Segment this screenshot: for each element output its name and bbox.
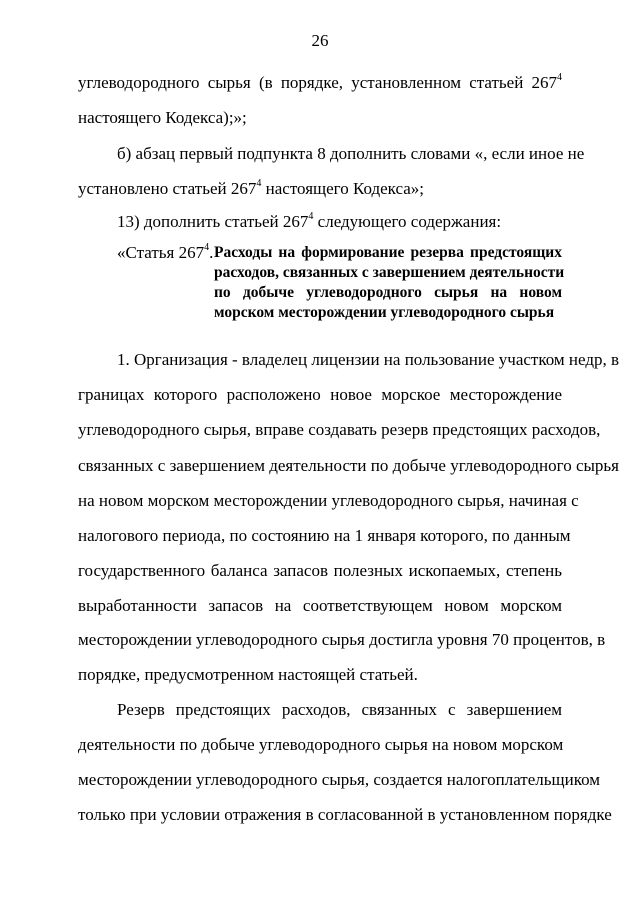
article-title-line: морском месторождении углеводородного сырья	[214, 304, 555, 321]
text-line: налогового периода, по состоянию на 1 января которого, по данным	[78, 526, 571, 545]
superscript: 4	[557, 72, 562, 84]
text-line: выработанности запасов на соответствующем новом морском	[78, 596, 562, 615]
article-title-line: расходов, связанных с завершением деятельности	[214, 264, 565, 281]
text-span: 13) дополнить статьей 267	[117, 212, 309, 231]
superscript: 4	[204, 242, 210, 254]
text-line: 1. Организация - владелец лицензии на пользование участком недр, в	[117, 350, 620, 369]
text-line: б) абзац первый подпункта 8 дополнить словами «, если иное не	[117, 144, 585, 163]
text-line: месторождении углеводородного сырья, создается налогоплательщиком	[78, 770, 601, 789]
article-title	[214, 243, 565, 323]
text-line: деятельности по добыче углеводородного сырья на новом морском	[78, 735, 564, 754]
text-span: углеводородного сырья (в порядке, установленном статьей 267	[78, 73, 557, 92]
text-line	[78, 73, 562, 93]
superscript: 4	[256, 178, 262, 190]
article-label	[117, 243, 213, 263]
text-span: установлено статьей 267	[78, 179, 257, 198]
text-line: связанных с завершением деятельности по добыче углеводородного сырья	[78, 456, 619, 475]
text-line	[117, 212, 562, 232]
text-line: границах которого расположено новое морское месторождение	[78, 385, 562, 404]
article-title-line: по добыче углеводородного сырья на новом	[214, 284, 562, 301]
text-span: «Статья 267	[117, 243, 205, 262]
text-line: настоящего Кодекса);»;	[78, 108, 247, 127]
superscript: 4	[308, 211, 314, 223]
text-span: настоящего Кодекса»;	[261, 179, 425, 198]
text-line: порядке, предусмотренном настоящей статьей.	[78, 665, 418, 684]
text-span: следующего содержания:	[313, 212, 502, 231]
page-number: 26	[311, 31, 329, 50]
text-line: месторождении углеводородного сырья достигла уровня 70 процентов, в	[78, 630, 606, 649]
text-span: .	[209, 243, 214, 262]
text-line: на новом морском месторождении углеводородного сырья, начиная с	[78, 491, 579, 510]
text-line: только при условии отражения в согласованной в установленном порядке	[78, 805, 612, 824]
article-title-line: Расходы на формирование резерва предстоящих	[214, 244, 562, 261]
text-line: Резерв предстоящих расходов, связанных с завершением	[117, 700, 562, 719]
text-line	[78, 179, 562, 199]
text-line: углеводородного сырья, вправе создавать резерв предстоящих расходов,	[78, 420, 601, 439]
text-line: государственного баланса запасов полезных ископаемых, степень	[78, 561, 562, 580]
